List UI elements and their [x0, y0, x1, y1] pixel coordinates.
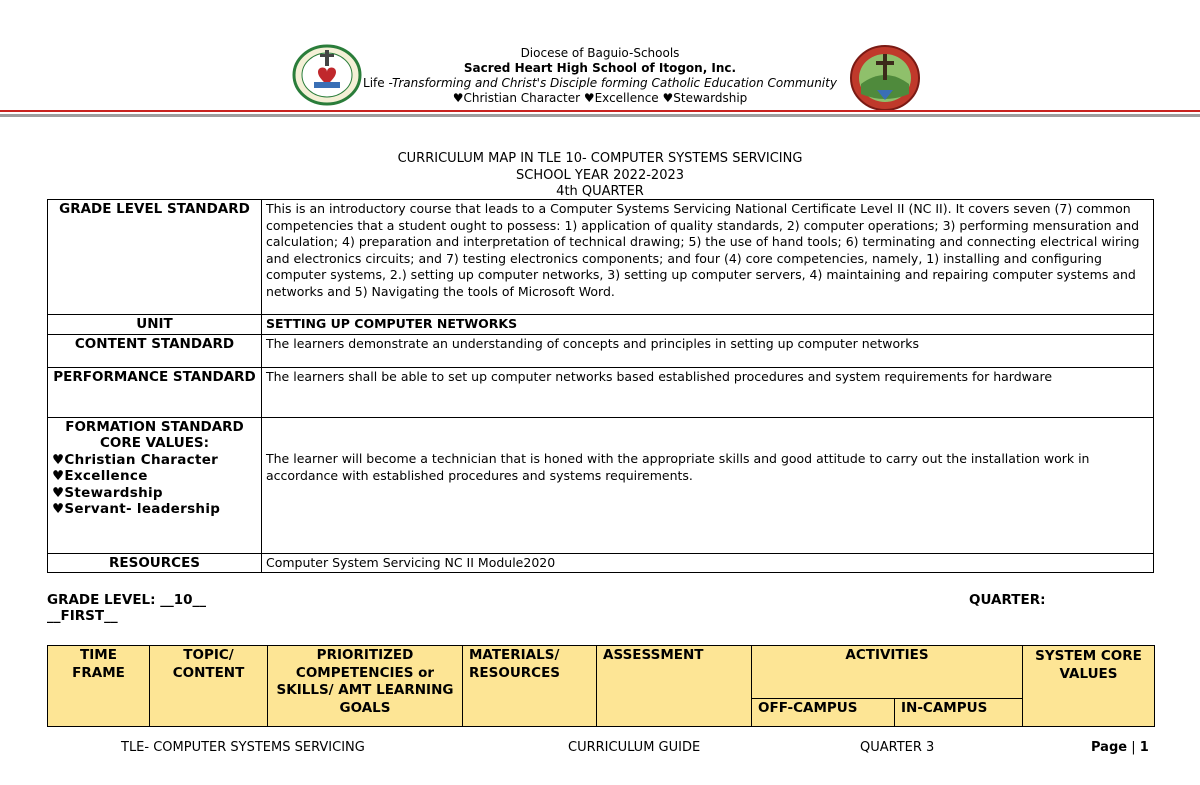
footer-quarter: QUARTER 3	[860, 740, 935, 755]
quarter-value: __FIRST__	[47, 608, 118, 624]
col-system-core-values: SYSTEM CORE VALUES	[1023, 646, 1155, 727]
resources-text: Computer System Servicing NC II Module2020	[262, 553, 1154, 573]
performance-standard-row	[48, 367, 1154, 417]
unit-text: SETTING UP COMPUTER NETWORKS	[262, 315, 1154, 335]
col-materials-resources: MATERIALS/ RESOURCES	[463, 646, 597, 727]
grade-level-line	[47, 592, 206, 624]
resources-row	[48, 553, 1154, 573]
diocese-seal	[849, 44, 921, 112]
page-separator: |	[1127, 740, 1140, 755]
performance-standard-text: The learners shall be able to set up computer networks based established procedures and system requirements for hardware	[262, 367, 1154, 417]
col-competencies: PRIORITIZED COMPETENCIES or SKILLS/ AMT LEARNING GOALS	[268, 646, 463, 727]
footer-subject: TLE- COMPUTER SYSTEMS SERVICING	[121, 740, 365, 755]
school-values: ♥Christian Character ♥Excellence ♥Stewardship	[452, 91, 748, 105]
page-number: 1	[1139, 740, 1149, 755]
col-time-frame: TIME FRAME	[48, 646, 150, 727]
formation-standard-text: The learner will become a technician that is honed with the appropriate skills and good attitude to carry out the installation work in accordance with established procedures and systems requirements.	[262, 417, 1154, 553]
unit-label: UNIT	[48, 315, 262, 335]
page-label: Page	[1091, 740, 1128, 755]
resources-label: RESOURCES	[48, 553, 262, 573]
curriculum-map-header-table	[47, 645, 1155, 727]
school-motto	[330, 76, 870, 91]
core-value-item: ♥Christian Character	[52, 451, 219, 468]
core-values-label: CORE VALUES:	[99, 435, 210, 451]
performance-standard-label: PERFORMANCE STANDARD	[48, 367, 262, 417]
col-in-campus: IN-CAMPUS	[895, 698, 1023, 726]
title-line-1: CURRICULUM MAP IN TLE 10- COMPUTER SYSTEMS SERVICING	[397, 151, 803, 166]
grade-level-label: GRADE LEVEL:	[47, 592, 161, 608]
header-rule-gray	[0, 114, 1200, 117]
grade-level-row	[48, 200, 1154, 315]
core-values-list	[52, 452, 257, 518]
core-value-item: ♥Servant- leadership	[52, 501, 221, 517]
content-standard-label: CONTENT STANDARD	[48, 334, 262, 367]
footer-doc-type: CURRICULUM GUIDE	[568, 740, 701, 755]
title-line-2: SCHOOL YEAR 2022-2023	[515, 167, 685, 183]
col-activities: ACTIVITIES	[752, 646, 1023, 699]
motto-rest: -Transforming and Christ's Disciple forming Catholic Education Community	[384, 76, 837, 90]
content-standard-text: The learners demonstrate an understanding of concepts and principles in setting up computer networks	[262, 334, 1154, 367]
standards-table	[47, 199, 1154, 573]
formation-standard-cell	[48, 417, 262, 553]
grade-level-value: __10__	[160, 592, 207, 608]
core-value-item: ♥Stewardship	[52, 484, 163, 501]
document-title	[300, 151, 900, 201]
unit-row	[48, 315, 1154, 335]
formation-standard-row	[48, 417, 1154, 553]
map-header-row	[48, 646, 1155, 699]
grade-level-standard-label: GRADE LEVEL STANDARD	[48, 200, 262, 315]
col-off-campus: OFF-CAMPUS	[752, 698, 895, 726]
col-assessment: ASSESSMENT	[597, 646, 752, 727]
quarter-label: QUARTER:	[969, 592, 1046, 608]
core-value-item: ♥Excellence	[52, 468, 148, 484]
header-rule-red	[0, 110, 1200, 112]
school-header	[330, 46, 870, 106]
title-line-3: 4th QUARTER	[556, 184, 644, 199]
formation-standard-label: FORMATION STANDARD	[65, 418, 244, 435]
content-standard-row	[48, 334, 1154, 367]
school-name: Sacred Heart High School of Itogon, Inc.	[463, 61, 737, 75]
grade-level-standard-text: This is an introductory course that leads to a Computer Systems Servicing National Certificate Level II (NC II). It covers seven (7) common competencies that a student ought to possess: 1) application of quality standards, 2) computer operations; 3) performing mensuration and calculation; 4) preparation and interpretation of technical drawing; 5) the use of hand tools; 6) terminating and connecting electrical wiring and electronics circuits; and 7) testing electronics components; and four (4) core competencies, namely, 1) installing and configuring computer systems, 2.) setting up computer networks, 3) setting up computer servers, 4) maintaining and repairing computer systems and networks and 5) Navigating the tools of Microsoft Word.	[262, 200, 1154, 315]
motto-lead: Life	[363, 76, 385, 90]
col-topic-content: TOPIC/ CONTENT	[150, 646, 268, 727]
footer-page	[1091, 740, 1149, 755]
diocese-name: Diocese of Baguio-Schools	[520, 46, 680, 60]
